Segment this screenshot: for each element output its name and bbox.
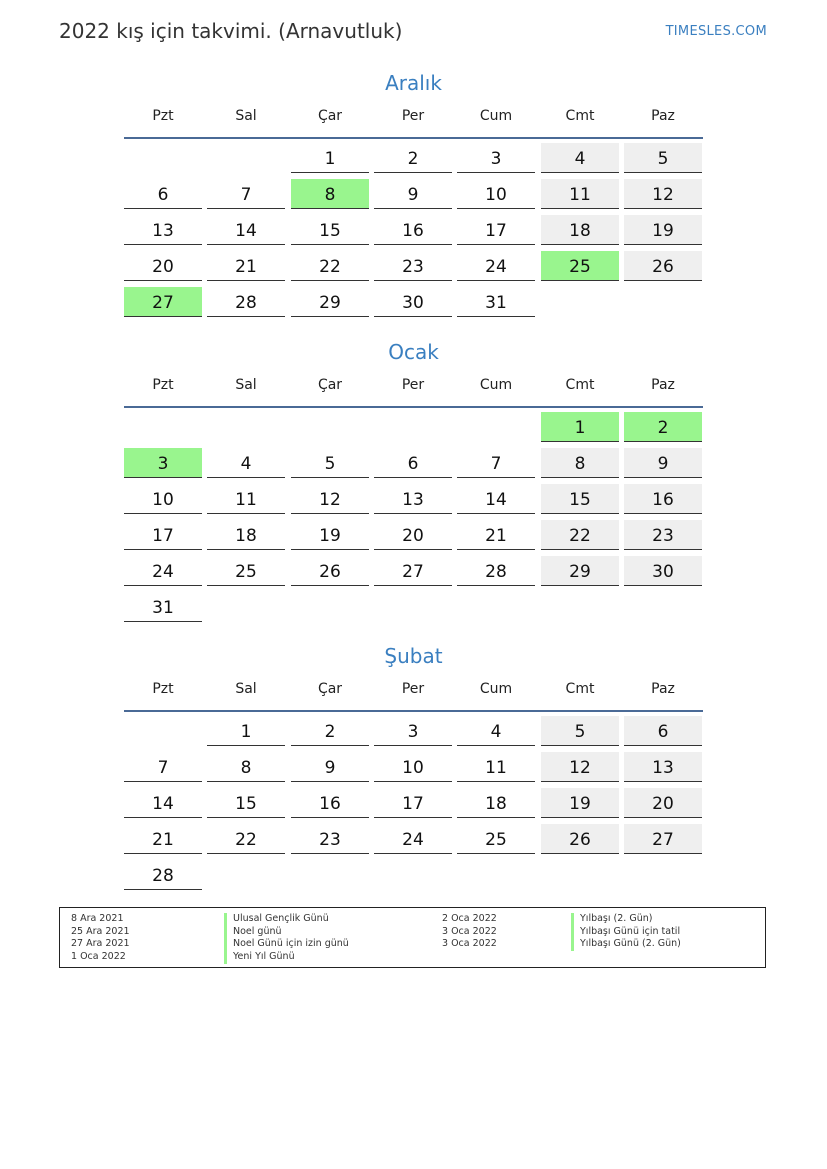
day-cell: 1 [207, 716, 285, 746]
day-cell: 9 [291, 752, 369, 782]
day-cell: 9 [624, 448, 702, 478]
day-cell: 8 [541, 448, 619, 478]
day-cell: 7 [457, 448, 535, 478]
day-cell: 19 [624, 215, 702, 245]
day-cell: 4 [207, 448, 285, 478]
day-cell: 28 [124, 860, 202, 890]
legend-date: 8 Ara 2021 [71, 913, 124, 924]
day-cell: 16 [291, 788, 369, 818]
legend-holiday-name: Yılbaşı (2. Gün) [571, 913, 652, 926]
day-cell: 2 [291, 716, 369, 746]
legend-holiday-name: Noel Günü için izin günü [224, 938, 349, 951]
day-cell: 14 [124, 788, 202, 818]
day-cell: 12 [541, 752, 619, 782]
day-cell: 28 [207, 287, 285, 317]
weekday-label: Sal [235, 377, 257, 393]
day-cell: 5 [541, 716, 619, 746]
month-block [124, 643, 703, 933]
weekday-label: Sal [235, 108, 257, 124]
day-cell: 18 [207, 520, 285, 550]
day-cell: 13 [124, 215, 202, 245]
day-cell: 30 [374, 287, 452, 317]
day-cell: 11 [541, 179, 619, 209]
legend-date: 25 Ara 2021 [71, 925, 130, 937]
day-cell: 20 [374, 520, 452, 550]
weekday-label: Çar [317, 377, 343, 393]
weekday-header [124, 106, 703, 126]
day-cell: 22 [291, 251, 369, 281]
header-divider [124, 710, 703, 712]
page-title: 2022 kış için takvimi. (Arnavutluk) [59, 19, 403, 43]
weekday-label: Pzt [152, 377, 174, 393]
weekday-label: Per [401, 681, 425, 697]
weekday-label: Paz [651, 681, 675, 697]
day-cell: 19 [541, 788, 619, 818]
holiday-day-cell: 1 [541, 412, 619, 442]
day-cell: 24 [374, 824, 452, 854]
legend-holiday-name: Yeni Yıl Günü [224, 951, 295, 964]
legend-date: 27 Ara 2021 [71, 938, 130, 950]
day-cell: 21 [207, 251, 285, 281]
day-cell: 5 [624, 143, 702, 173]
legend-date: 3 Oca 2022 [442, 925, 497, 937]
day-cell: 18 [541, 215, 619, 245]
month-title: Aralık [385, 71, 442, 95]
weekday-label: Cum [479, 108, 513, 124]
month-block [124, 70, 703, 360]
day-cell: 27 [624, 824, 702, 854]
weekday-label: Per [401, 108, 425, 124]
day-cell: 15 [541, 484, 619, 514]
month-title: Şubat [384, 644, 443, 668]
day-cell: 13 [624, 752, 702, 782]
holiday-day-cell: 8 [291, 179, 369, 209]
day-cell: 21 [457, 520, 535, 550]
site-link[interactable]: TIMESLES.COM [665, 24, 767, 39]
holiday-day-cell: 2 [624, 412, 702, 442]
weekday-label: Paz [651, 377, 675, 393]
day-cell: 9 [374, 179, 452, 209]
day-cell: 10 [374, 752, 452, 782]
day-cell: 3 [457, 143, 535, 173]
day-cell: 29 [291, 287, 369, 317]
day-cell: 27 [374, 556, 452, 586]
weekday-label: Çar [317, 681, 343, 697]
day-cell: 18 [457, 788, 535, 818]
weekday-label: Sal [235, 681, 257, 697]
day-cell: 17 [374, 788, 452, 818]
day-cell: 14 [207, 215, 285, 245]
day-cell: 17 [457, 215, 535, 245]
day-cell: 11 [207, 484, 285, 514]
day-cell: 31 [124, 592, 202, 622]
day-cell: 8 [207, 752, 285, 782]
legend-holiday-name: Ulusal Gençlik Günü [224, 913, 329, 926]
holiday-day-cell: 25 [541, 251, 619, 281]
day-cell: 21 [124, 824, 202, 854]
day-cell: 4 [457, 716, 535, 746]
day-cell: 29 [541, 556, 619, 586]
day-cell: 22 [541, 520, 619, 550]
day-cell: 16 [374, 215, 452, 245]
day-cell: 23 [291, 824, 369, 854]
header-divider [124, 406, 703, 408]
day-cell: 15 [207, 788, 285, 818]
legend-date: 1 Oca 2022 [71, 951, 126, 963]
weekday-label: Pzt [152, 681, 174, 697]
day-cell: 23 [374, 251, 452, 281]
header-divider [124, 137, 703, 139]
day-cell: 16 [624, 484, 702, 514]
weekday-header [124, 679, 703, 699]
day-cell: 26 [541, 824, 619, 854]
holiday-day-cell: 3 [124, 448, 202, 478]
day-cell: 20 [124, 251, 202, 281]
day-cell: 19 [291, 520, 369, 550]
day-cell: 24 [124, 556, 202, 586]
weekday-header [124, 375, 703, 395]
day-cell: 28 [457, 556, 535, 586]
day-cell: 25 [207, 556, 285, 586]
day-cell: 17 [124, 520, 202, 550]
day-cell: 12 [291, 484, 369, 514]
day-cell: 22 [207, 824, 285, 854]
weekday-label: Cmt [565, 681, 595, 697]
weekday-label: Çar [317, 108, 343, 124]
month-title: Ocak [388, 340, 439, 364]
holiday-day-cell: 27 [124, 287, 202, 317]
day-cell: 25 [457, 824, 535, 854]
weekday-label: Per [401, 377, 425, 393]
day-cell: 4 [541, 143, 619, 173]
day-cell: 12 [624, 179, 702, 209]
legend-holiday-name: Yılbaşı Günü için tatil [571, 926, 680, 939]
legend-date: 2 Oca 2022 [442, 913, 497, 924]
weekday-label: Cmt [565, 108, 595, 124]
day-cell: 14 [457, 484, 535, 514]
day-cell: 5 [291, 448, 369, 478]
day-cell: 7 [124, 752, 202, 782]
day-cell: 6 [624, 716, 702, 746]
day-cell: 20 [624, 788, 702, 818]
day-cell: 1 [291, 143, 369, 173]
day-cell: 11 [457, 752, 535, 782]
day-cell: 30 [624, 556, 702, 586]
day-cell: 6 [124, 179, 202, 209]
day-cell: 26 [291, 556, 369, 586]
day-cell: 6 [374, 448, 452, 478]
day-cell: 15 [291, 215, 369, 245]
legend-date: 3 Oca 2022 [442, 938, 497, 950]
day-cell: 7 [207, 179, 285, 209]
weekday-label: Cum [479, 377, 513, 393]
day-cell: 13 [374, 484, 452, 514]
day-cell: 31 [457, 287, 535, 317]
day-cell: 26 [624, 251, 702, 281]
month-block [124, 339, 703, 629]
day-cell: 24 [457, 251, 535, 281]
weekday-label: Paz [651, 108, 675, 124]
day-cell: 3 [374, 716, 452, 746]
weekday-label: Pzt [152, 108, 174, 124]
weekday-label: Cum [479, 681, 513, 697]
day-cell: 10 [457, 179, 535, 209]
legend-holiday-name: Noel günü [224, 926, 282, 939]
holiday-legend [59, 907, 766, 968]
day-cell: 10 [124, 484, 202, 514]
legend-holiday-name: Yılbaşı Günü (2. Gün) [571, 938, 681, 951]
weekday-label: Cmt [565, 377, 595, 393]
day-cell: 2 [374, 143, 452, 173]
day-cell: 23 [624, 520, 702, 550]
